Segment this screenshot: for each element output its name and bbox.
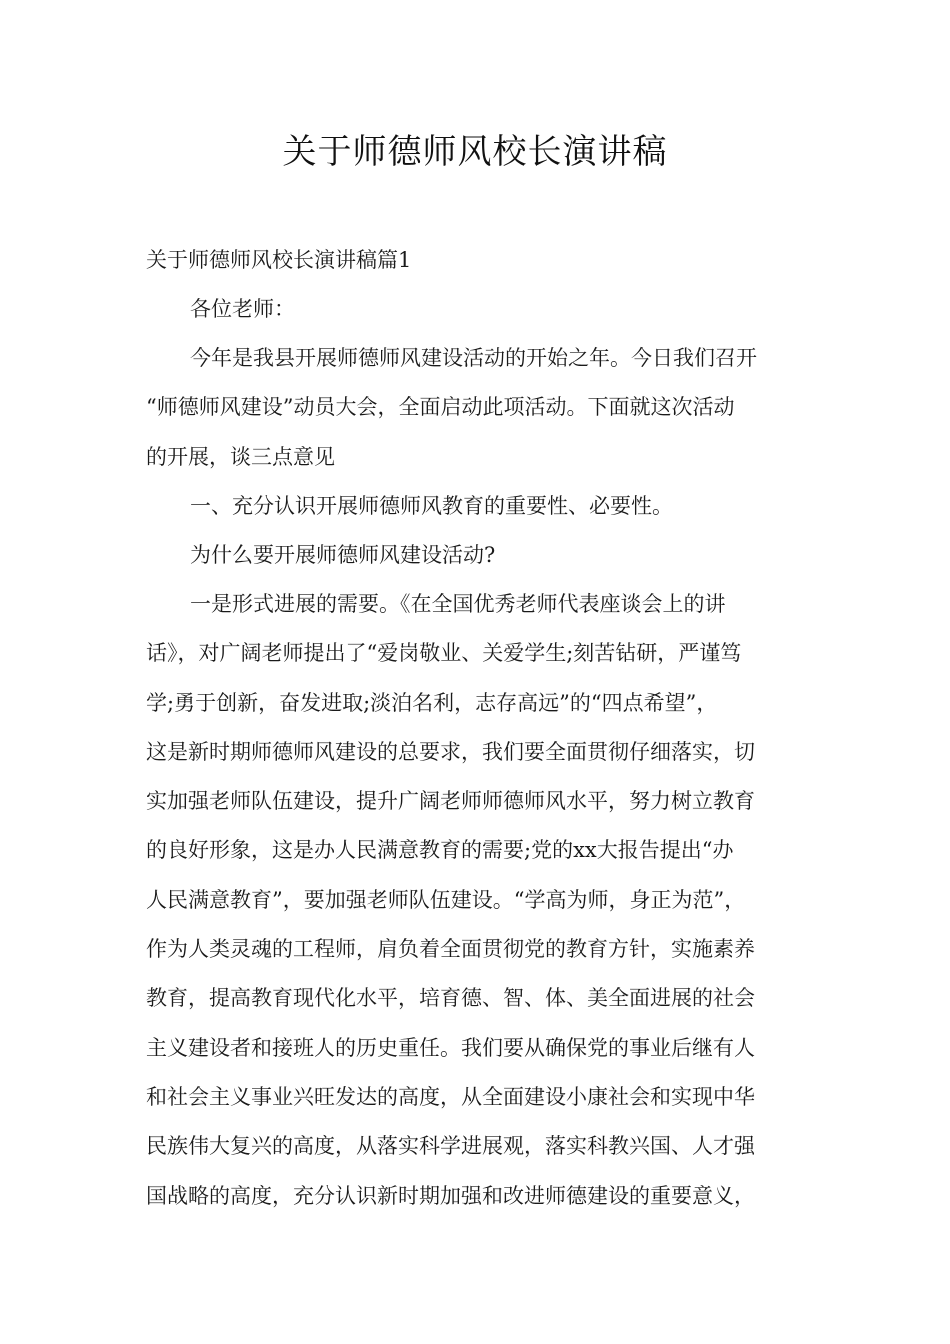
paragraph-line: 作为人类灵魂的工程师，肩负着全面贯彻党的教育方针，实施素养 (146, 937, 755, 962)
document-title: 关于师德师风校长演讲稿 (282, 132, 668, 172)
paragraph-line: 和社会主义事业兴旺发达的高度，从全面建设小康社会和实现中华 (146, 1084, 755, 1109)
paragraph-body (146, 580, 814, 1221)
section-heading-1 (146, 482, 814, 531)
paragraph-line: 的开展，谈三点意见 (146, 444, 335, 469)
paragraph-line: 实加强老师队伍建设，提升广阔老师师德师风水平，努力树立教育 (146, 789, 755, 814)
paragraph-line: 一是形式进展的需要。《在全国优秀老师代表座谈会上的讲 (190, 592, 726, 616)
paragraph-line: 话》，对广阔老师提出了“爱岗敬业、关爱学生;刻苦钻研，严谨笃 (146, 641, 742, 666)
paragraph-line: “师德师风建设”动员大会，全面启动此项活动。下面就这次活动 (146, 395, 735, 420)
paragraph-line: 主义建设者和接班人的历史重任。我们要从确保党的事业后继有人 (146, 1035, 755, 1060)
paragraph-line: 这是新时期师德师风建设的总要求，我们要全面贯彻仔细落实，切 (146, 739, 755, 764)
subtitle-line: 关于师德师风校长演讲稿篇1 (146, 248, 412, 272)
paragraph-line: 今年是我县开展师德师风建设活动的开始之年。今日我们召开 (190, 346, 757, 370)
question-text: 为什么要开展师德师风建设活动? (190, 543, 496, 567)
paragraph-line: 国战略的高度，充分认识新时期加强和改进师德建设的重要意义， (146, 1183, 755, 1208)
paragraph-intro (146, 334, 814, 482)
paragraph-line: 教育，提高教育现代化水平，培育德、智、体、美全面进展的社会 (146, 986, 755, 1011)
question-line (146, 531, 814, 580)
paragraph-line: 人民满意教育”，要加强老师队伍建设。“学高为师，身正为范”， (146, 887, 746, 912)
heading-line: 一、充分认识开展师德师风教育的重要性、必要性。 (190, 494, 673, 518)
paragraph-line: 的良好形象，这是办人民满意教育的需要;党的xx大报告提出“办 (146, 838, 734, 863)
section-subtitle (146, 236, 814, 285)
paragraph-line: 学;勇于创新，奋发进取;淡泊名利，志存高远”的“四点希望”， (146, 690, 718, 715)
salutation (146, 285, 814, 334)
salutation-line: 各位老师： (190, 297, 295, 321)
paragraph-line: 民族伟大复兴的高度，从落实科学进展观，落实科教兴国、人才强 (146, 1134, 755, 1159)
